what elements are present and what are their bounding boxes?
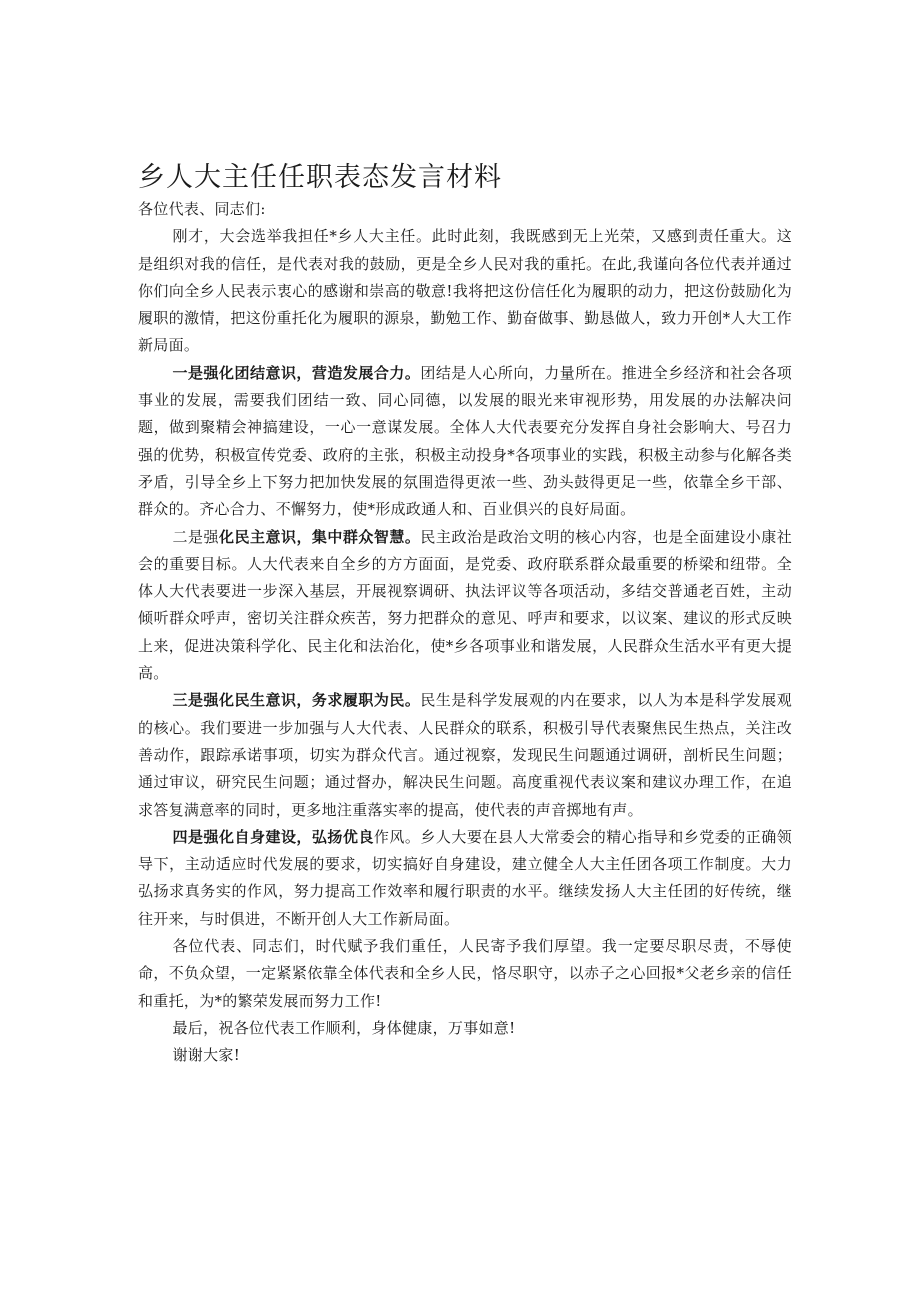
paragraph-text: 作风。乡人大要在县人大常委会的精心指导和乡党委的正确领导下，主动适应时代发展的要求，切实搞好自身建设，建立健全人大主任团各项工作制度。大力弘扬求真务实的作风，努力提高工作效率和履行职责的水平。继续发扬人大主任团的好传统，继往开来，与时俱进，不断开创人大工作新局面。 bbox=[138, 827, 792, 928]
paragraph-thanks bbox=[138, 1042, 792, 1069]
point-heading-plain: 二是强 bbox=[172, 527, 219, 546]
paragraph-opening bbox=[138, 223, 792, 359]
document-title: 乡人大主任任职表态发言材料 bbox=[138, 162, 502, 194]
point-heading: 一是强化团结意识，营造发展合力。 bbox=[172, 363, 421, 382]
point-heading: 化民主意识，集中群众智慧。 bbox=[218, 527, 421, 546]
paragraph-text: 民生是科学发展观的内在要求，以人为本是科学发展观的核心。我们要进一步加强与人大代表、人民群众的联系，积极引导代表聚焦民生热点，关注改善动作，跟踪承诺事项，切实为群众代言。通过视察，发现民生问题通过调研，剖析民生问题；通过审议，研究民生问题；通过督办，解决民生问题。高度重视代表议案和建议办理工作，在追求答复满意率的同时，更多地注重落实率的提高，使代表的声音掷地有声。 bbox=[138, 691, 792, 819]
paragraph-wishes bbox=[138, 1015, 792, 1042]
paragraph-point-3 bbox=[138, 687, 792, 823]
paragraph-text: 刚才，大会选举我担任*乡人大主任。此时此刻，我既感到无上光荣，又感到责任重大。这是组织对我的信任，是代表对我的鼓励，更是全乡人民对我的重托。在此,我谨向各位代表并通过你们向全乡人民表示衷心的感谢和崇高的敬意!我将把这份信任化为履职的动力，把这份鼓励化为履职的激情，把这份重托化为履职的源泉，勤勉工作、勤奋做事、勤恳做人，致力开创*人大工作新局面。 bbox=[138, 227, 792, 355]
paragraph-point-4 bbox=[138, 824, 792, 933]
paragraph-text: 谢谢大家! bbox=[172, 1046, 241, 1065]
paragraph-text: 各位代表、同志们，时代赋予我们重任，人民寄予我们厚望。我一定要尽职尽责，不辱使命，不负众望，一定紧紧依靠全体代表和全乡人民，恪尽职守，以赤子之心回报*父老乡亲的信任和重托，为*的繁荣发展而努力工作! bbox=[138, 937, 792, 1010]
paragraph-text: 团结是人心所向，力量所在。推进全乡经济和社会各项事业的发展，需要我们团结一致、同心同德，以发展的眼光来审视形势，用发展的办法解决问题，做到聚精会神搞建设，一心一意谋发展。全体人大代表要充分发挥自身社会影响大、号召力强的优势，积极宣传党委、政府的主张，积极主动投身*各项事业的实践，积极主动参与化解各类矛盾，引导全乡上下努力把加快发展的氛围造得更浓一些、劲头鼓得更足一些，依靠全乡干部、群众的。齐心合力、不懈努力，使*形成政通人和、百业俱兴的良好局面。 bbox=[138, 363, 792, 519]
point-heading: 四是强化自身建设，弘扬优良 bbox=[172, 827, 374, 846]
point-heading: 三是强化民生意识，务求履职为民。 bbox=[172, 691, 421, 710]
salutation: 各位代表、同志们: bbox=[138, 200, 266, 218]
paragraph-text: 最后，祝各位代表工作顺利，身体健康，万事如意! bbox=[172, 1018, 516, 1037]
paragraph-closing bbox=[138, 933, 792, 1015]
document-body bbox=[138, 196, 792, 1070]
paragraph-text: 民主政治是政治文明的核心内容，也是全面建设小康社会的重要目标。人大代表来自全乡的方方面面，是党委、政府联系群众最重要的桥梁和纽带。全体人大代表要进一步深入基层，开展视察调研、执法评议等各项活动，多结交普通老百姓，主动倾听群众呼声，密切关注群众疾苦，努力把群众的意见、呼声和要求，以议案、建议的形式反映上来，促进决策科学化、民主化和法治化，使*乡各项事业和谐发展，人民群众生活水平有更大提高。 bbox=[138, 527, 793, 683]
paragraph-point-1 bbox=[138, 360, 792, 524]
paragraph-point-2 bbox=[138, 524, 792, 688]
